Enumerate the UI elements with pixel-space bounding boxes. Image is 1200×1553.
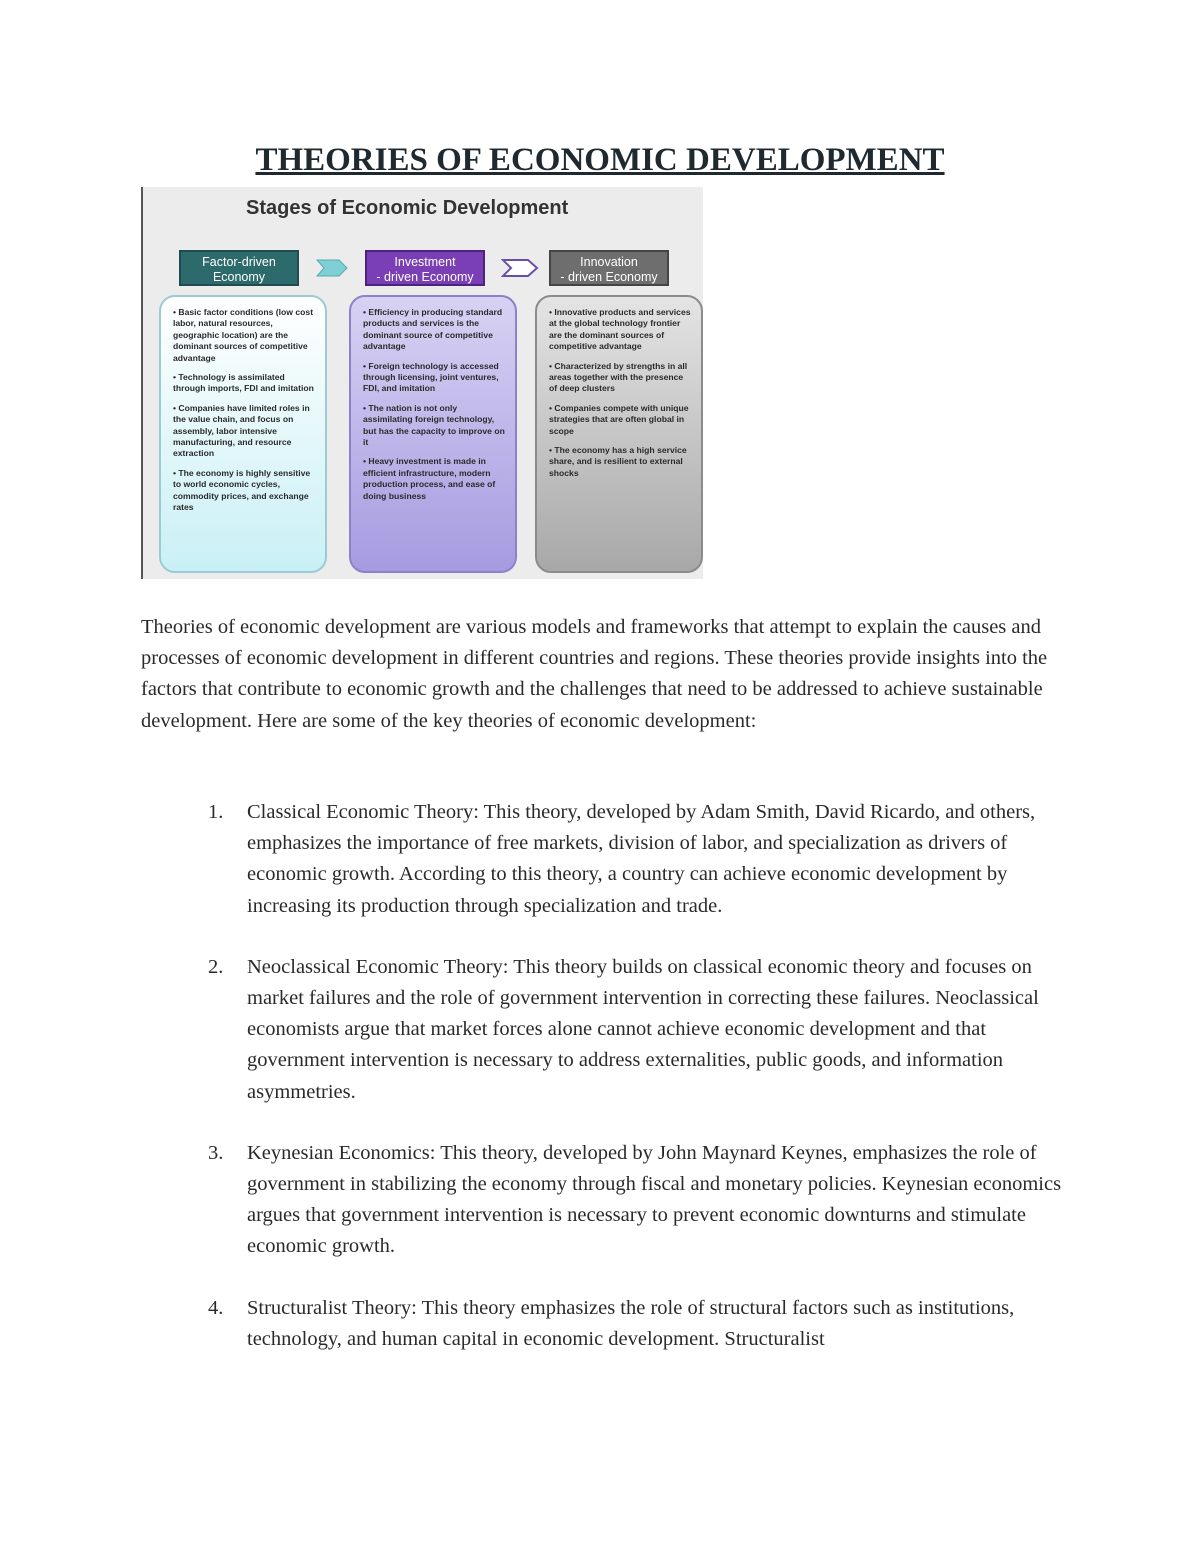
stage-header-line: - driven Economy bbox=[376, 270, 474, 284]
list-item-text: Structuralist Theory: This theory emphasizes the role of structural factors such as institutions, technology, and human capital in economic development. Structuralist bbox=[247, 1296, 1015, 1350]
list-number: 3. bbox=[208, 1141, 224, 1164]
stage-bullet: • Heavy investment is made in efficient infrastructure, modern production process, and ease of doing business bbox=[363, 456, 496, 501]
chevron-arrow-icon bbox=[315, 257, 349, 279]
stage-bullet: • The economy has a high service share, and is resilient to external shocks bbox=[549, 445, 687, 478]
stage-bullet: • Technology is assimilated through imports, FDI and imitation bbox=[173, 372, 314, 394]
list-number: 4. bbox=[208, 1296, 224, 1319]
stage-bullet: • Foreign technology is accessed through licensing, joint ventures, FDI, and imitation bbox=[363, 360, 499, 394]
stage-box-investment bbox=[349, 295, 517, 573]
page-title: THEORIES OF ECONOMIC DEVELOPMENT bbox=[255, 142, 945, 178]
chevron-arrow-icon bbox=[501, 257, 539, 279]
stage-bullet: • Companies compete with unique strategies that are often global in scope bbox=[549, 402, 689, 436]
stage-header-line: Factor-driven bbox=[202, 255, 276, 269]
list-number: 1. bbox=[208, 801, 224, 823]
stage-bullet: • Characterized by strengths in all areas together with the presence of deep clusters bbox=[549, 360, 688, 394]
list-item bbox=[208, 1138, 1068, 1263]
list-item bbox=[208, 952, 1068, 1108]
stage-bullet: • Basic factor conditions (low cost labor, natural resources, geographic location) are the dominant sources of competitive advantage bbox=[173, 307, 314, 363]
list-item-text: Classical Economic Theory: This theory, developed by Adam Smith, David Ricardo, and others, emphasizes the importance of free markets, division of labor, and specialization as drivers of economic growth. According to this theory, a country can achieve economic development by increasing its production through specialization and trade. bbox=[247, 801, 1036, 917]
stage-header-investment bbox=[365, 250, 485, 286]
stage-header-line: Investment bbox=[394, 255, 456, 269]
stage-header-factor bbox=[179, 250, 299, 286]
stages-figure bbox=[141, 187, 703, 579]
stage-box-factor bbox=[159, 295, 327, 573]
stage-bullet: • The nation is not only assimilating foreign technology, but has the capacity to improve on it bbox=[363, 402, 505, 448]
list-item-text: Keynesian Economics: This theory, developed by John Maynard Keynes, emphasizes the role of government in stabilizing the economy through fiscal and monetary policies. Keynesian economics argues that government intervention is necessary to prevent economic downturns and stimulate economic growth. bbox=[247, 1141, 1062, 1258]
stage-bullet: • Efficiency in producing standard products and services is the dominant source of competitive advantage bbox=[363, 307, 503, 352]
list-item-text: Neoclassical Economic Theory: This theory builds on classical economic theory and focuses on market failures and the role of government intervention in correcting these failures. Neoclassical economists argue that market forces alone cannot achieve economic development and that government intervention is necessary to address externalities, public goods, and information asymmetries. bbox=[247, 955, 1039, 1103]
stage-header-innovation bbox=[549, 250, 669, 286]
theory-list bbox=[208, 797, 1068, 1385]
stage-header-line: - driven Economy bbox=[560, 270, 658, 284]
intro-paragraph: Theories of economic development are various models and frameworks that attempt to explain the causes and processes of economic development in different countries and regions. These theories provide insights into the factors that contribute to economic growth and the challenges that need to be addressed to achieve sustainable development. Here are some of the key theories of economic development: bbox=[141, 616, 1048, 732]
list-item bbox=[208, 797, 1068, 922]
stage-header-line: Innovation bbox=[580, 255, 638, 269]
list-number: 2. bbox=[208, 955, 224, 978]
figure-title: Stages of Economic Development bbox=[246, 197, 569, 219]
list-item bbox=[208, 1293, 1068, 1355]
stage-header-line: Economy bbox=[212, 270, 266, 284]
stage-box-innovation bbox=[535, 295, 703, 573]
stage-bullet: • Innovative products and services at the global technology frontier are the dominant sources of competitive advantage bbox=[549, 307, 691, 352]
stage-bullet: • The economy is highly sensitive to world economic cycles, commodity prices, and exchange rates bbox=[173, 467, 311, 513]
stage-bullet: • Companies have limited roles in the value chain, and focus on assembly, labor intensive manufacturing, and resource extraction bbox=[173, 402, 310, 459]
